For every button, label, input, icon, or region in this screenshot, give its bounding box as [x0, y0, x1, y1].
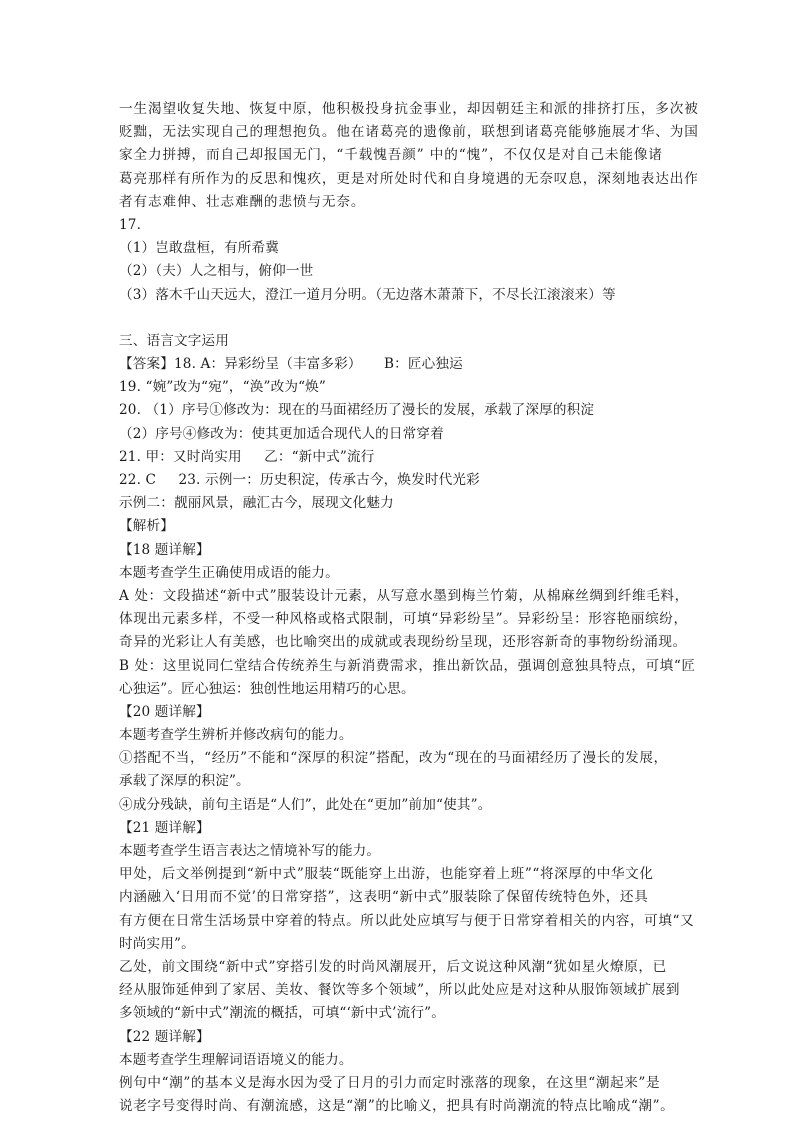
detail-label: 【20 题详解】	[119, 703, 210, 720]
answer-line: （2）序号④修改为：使其更加适合现代人的日常穿着	[119, 425, 444, 442]
detail-line: 内涵融入‘日用而不觉’的日常穿搭”，这表明“新中式”服装除了保留传统特色外，还具	[119, 889, 649, 906]
paragraph-line: 一生渴望收复失地、恢复中原，他积极投身抗金事业，却因朝廷主和派的排挤打压，多次被	[119, 101, 699, 117]
detail-line: 承载了深厚的积淀”。	[119, 773, 250, 790]
detail-line: 乙处，前文围绕“新中式”穿搭引发的时尚风潮展开，后文说这种风潮“犹如星火燎原，已	[119, 958, 667, 975]
answer-line: 22. C 23. 示例一：历史积淀，传承古今，焕发时代光彩	[119, 472, 480, 488]
analysis-label: 【解析】	[119, 518, 174, 535]
detail-line: A 处：文段描述“新中式”服装设计元素，从写意水墨到梅兰竹菊，从棉麻丝绸到纤维毛料，	[119, 587, 689, 604]
detail-line: 时尚实用”。	[119, 935, 195, 952]
detail-line: 本题考查学生语言表达之情境补写的能力。	[119, 843, 381, 859]
document-page	[119, 98, 699, 1118]
detail-line: ④成分残缺，前句主语是“人们”，此处在“更加”前加“使其”。	[119, 796, 492, 813]
detail-line: 多领域的“新中式”潮流的概括，可填“‘新中式’流行”。	[119, 1005, 445, 1022]
paragraph-line: 贬黜，无法实现自己的理想抱负。他在诸葛亮的遗像前，联想到诸葛亮能够施展才华、为国	[119, 124, 699, 141]
detail-line: 说老字号变得时尚、有潮流感，这是“潮”的比喻义，把具有时尚潮流的特点比喻成“潮”。	[119, 1098, 675, 1115]
detail-line: 甲处，后文举例提到“新中式”服装“既能穿上出游，也能穿着上班”“将深厚的中华文化	[119, 866, 654, 883]
detail-line: 本题考查学生正确使用成语的能力。	[119, 564, 339, 581]
detail-line: 心独运”。匠心独运：独创性地运用精巧的心思。	[119, 680, 415, 697]
answer-line: 21. 甲：又时尚实用 乙：“新中式”流行	[119, 448, 375, 465]
detail-line: B 处：这里说同仁堂结合传统养生与新消费需求，推出新饮品，强调创意独具特点，可填“匠	[119, 657, 696, 674]
answer-line: （1）岂敢盘桓，有所希冀	[119, 240, 279, 257]
detail-line: ①搭配不当，“经历”不能和“深厚的积淀”搭配，改为“现在的马面裙经历了漫长的发展，	[119, 750, 668, 767]
answer-line: 示例二：靓丽风景，融汇古今，展现文化魅力	[119, 495, 394, 512]
detail-label: 【18 题详解】	[119, 541, 210, 558]
detail-line: 本题考查学生辨析并修改病句的能力。	[119, 727, 353, 744]
paragraph-line: 者有志难伸、壮志难酬的悲愤与无奈。	[119, 193, 366, 210]
detail-line: 奇异的光彩让人有美感，也比喻突出的成就或表现纷纷呈现，还形容新奇的事物纷纷涌现。	[119, 634, 687, 651]
detail-line: 例句中“潮”的基本义是海水因为受了日月的引力而定时涨落的现象，在这里“潮起来”是	[119, 1074, 661, 1091]
detail-line: 本题考查学生理解词语语境义的能力。	[119, 1051, 353, 1068]
spacer	[119, 307, 689, 330]
paragraph-line: 葛亮那样有所作为的反思和愧疚，更是对所处时代和自身境遇的无奈叹息，深刻地表达出作	[119, 170, 699, 187]
section-heading: 三、语言文字运用	[119, 332, 229, 349]
answer-line: （3）落木千山天远大，澄江一道月分明。（无边落木萧萧下，不尽长江滚滚来）等	[119, 286, 616, 303]
detail-label: 【22 题详解】	[119, 1028, 210, 1045]
answer-line: 20. （1）序号①修改为：现在的马面裙经历了漫长的发展，承载了深厚的积淀	[119, 402, 595, 419]
question-number: 17.	[119, 216, 142, 233]
detail-label: 【21 题详解】	[119, 819, 210, 836]
answer-line: （2）（夫）人之相与，俯仰一世	[119, 263, 314, 280]
paragraph-line: 家全力拼搏，而自己却报国无门，“千载愧吾颜” 中的“愧”，不仅仅是对自己未能像诸	[119, 147, 663, 164]
detail-line: 有方便在日常生活场景中穿着的特点。所以此处应填写与便于日常穿着相关的内容，可填“又	[119, 912, 695, 929]
detail-line: 经从服饰延伸到了家居、美妆、餐饮等多个领域”，所以此处应是对这种从服饰领域扩展到	[119, 982, 681, 999]
detail-line: 体现出元素多样，不受一种风格或格式限制，可填“异彩纷呈”。异彩纷呈：形容艳丽缤纷，	[119, 611, 688, 628]
answer-line: 19. “婉”改为“宛”，“涣”改为“焕”	[119, 379, 327, 396]
answer-line: 【答案】18. A：异彩纷呈（丰富多彩） B：匠心独运	[119, 356, 463, 373]
